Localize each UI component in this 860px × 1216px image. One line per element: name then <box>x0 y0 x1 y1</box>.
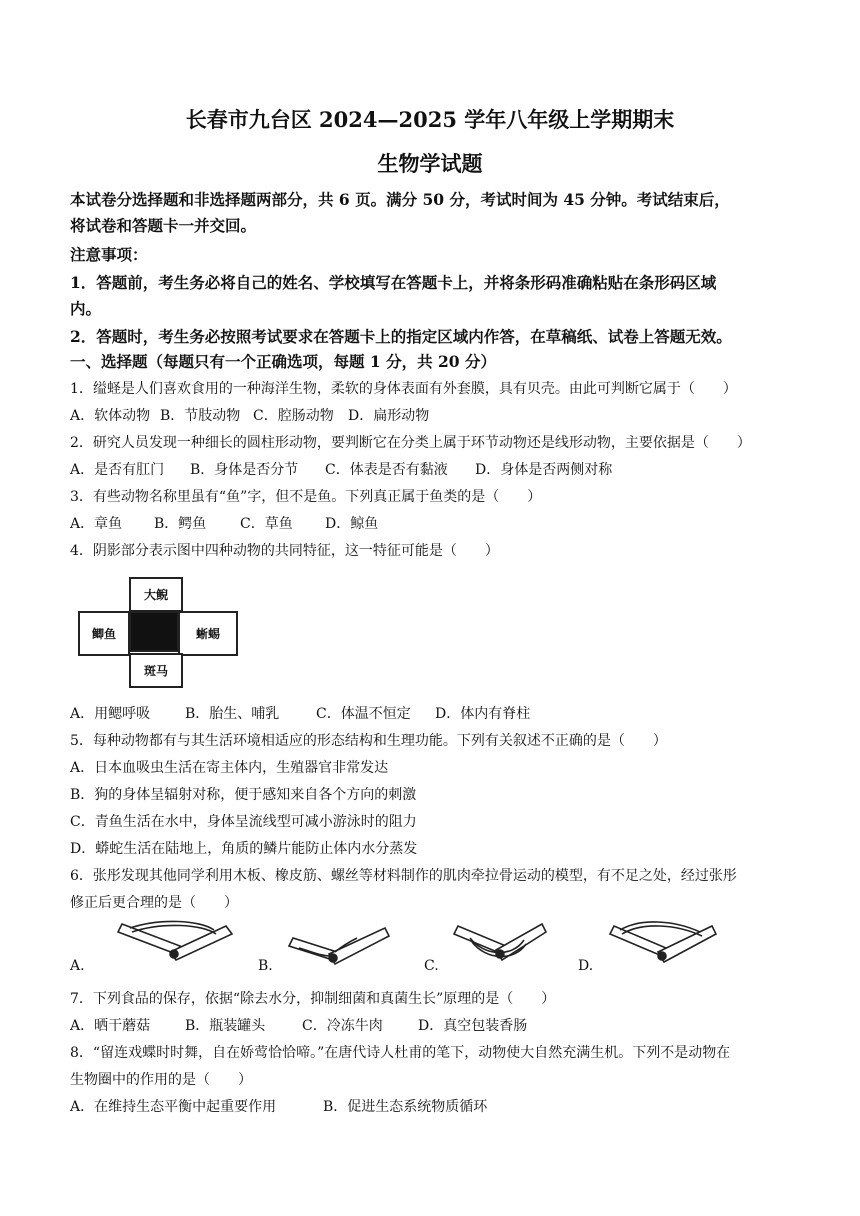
question-3-stem: 3．有些动物名称里虽有“鱼”字，但不是鱼。下列真正属于鱼类的是（ ） <box>70 489 542 505</box>
option-b: B．身体是否分节 <box>190 462 299 478</box>
option-b: B．节肢动物 <box>160 408 241 424</box>
animal-box-top: 大鲵 <box>129 577 183 612</box>
option-a: A．在维持生态平衡中起重要作用 <box>70 1099 277 1115</box>
animal-box-bottom: 斑马 <box>129 653 183 688</box>
intro-line-2: 将试卷和答题卡一并交回。 <box>70 216 257 235</box>
question-5-option-c: C．青鱼生活在水中，身体呈流线型可减小游泳时的阻力 <box>70 814 417 830</box>
option-c: C．冷冻牛肉 <box>302 1018 383 1034</box>
option-c: C．体表是否有黏液 <box>325 462 448 478</box>
option-c: C．草鱼 <box>240 516 293 532</box>
shaded-common-area <box>129 611 179 652</box>
section-heading: 一、选择题（每题只有一个正确选项，每题 1 分，共 20 分） <box>70 352 496 371</box>
option-c: C．体温不恒定 <box>316 706 411 722</box>
muscle-model-b-diagram <box>285 922 395 974</box>
muscle-model-c-diagram <box>450 918 555 976</box>
question-2-stem: 2．研究人员发现一种细长的圆柱形动物，要判断它在分类上属于环节动物还是线形动物，主要依据是（ ） <box>70 435 751 451</box>
exam-title: 长春市九台区 2024—2025 学年八年级上学期期末 <box>185 107 675 132</box>
question-8-stem-line-2: 生物圈中的作用的是（ ） <box>70 1072 252 1088</box>
option-c: C．腔肠动物 <box>253 408 334 424</box>
option-c-label: C. <box>424 958 439 974</box>
notice-title: 注意事项： <box>70 245 148 264</box>
option-a: A．章鱼 <box>70 516 123 532</box>
option-a: A．晒干蘑菇 <box>70 1018 151 1034</box>
option-d: D．身体是否两侧对称 <box>475 462 613 478</box>
option-b: B．胎生、哺乳 <box>185 706 280 722</box>
option-d: D．真空包装香肠 <box>418 1018 528 1034</box>
option-a: A．是否有肛门 <box>70 462 165 478</box>
exam-subtitle: 生物学试题 <box>377 151 483 176</box>
option-d: D．鲸鱼 <box>325 516 379 532</box>
question-4-stem: 4．阴影部分表示图中四种动物的共同特征，这一特征可能是（ ） <box>70 543 499 559</box>
question-6-stem-line-2: 修正后更合理的是（ ） <box>70 895 238 911</box>
question-8-stem-line-1: 8．“留连戏蝶时时舞，自在娇莺恰恰啼。”在唐代诗人杜甫的笔下，动物使大自然充满生机。下列不是动物在 <box>70 1045 731 1061</box>
option-d: D．扁形动物 <box>348 408 430 424</box>
animal-box-left: 鲫鱼 <box>78 611 130 656</box>
venn-cross-figure <box>78 577 238 687</box>
option-b: B．鳄鱼 <box>154 516 207 532</box>
option-a: A．软体动物 <box>70 408 151 424</box>
question-5-stem: 5．每种动物都有与其生活环境相适应的形态结构和生理功能。下列有关叙述不正确的是（ ） <box>70 733 667 749</box>
animal-box-right: 蜥蜴 <box>178 611 238 656</box>
question-7-stem: 7．下列食品的保存，依据“除去水分，抑制细菌和真菌生长”原理的是（ ） <box>70 991 556 1007</box>
notice-1-line-1: 1．答题前，考生务必将自己的姓名、学校填写在答题卡上，并将条形码准确粘贴在条形码区域 <box>70 273 717 292</box>
muscle-model-d-diagram <box>604 916 724 974</box>
option-a-label: A. <box>70 958 85 974</box>
question-5-option-d: D．蟒蛇生活在陆地上，角质的鳞片能防止体内水分蒸发 <box>70 841 418 857</box>
option-b-label: B. <box>258 958 273 974</box>
option-d-label: D. <box>578 958 594 974</box>
muscle-model-a-diagram <box>110 918 240 974</box>
question-5-option-b: B．狗的身体呈辐射对称，便于感知来自各个方向的刺激 <box>70 787 417 803</box>
notice-1-line-2: 内。 <box>70 299 102 318</box>
intro-line-1: 本试卷分选择题和非选择题两部分，共 6 页。满分 50 分，考试时间为 45 分钟。考试结束后， <box>70 190 730 209</box>
option-b: B．促进生态系统物质循环 <box>323 1099 488 1115</box>
question-1-stem: 1．缢蛏是人们喜欢食用的一种海洋生物，柔软的身体表面有外套膜，具有贝壳。由此可判断它属于（ ） <box>70 381 737 397</box>
question-6-stem-line-1: 6．张彤发现其他同学利用木板、橡皮筋、螺丝等材料制作的肌肉牵拉骨运动的模型，有不足之处，经过张彤 <box>70 868 737 884</box>
option-a: A．用鳃呼吸 <box>70 706 151 722</box>
question-5-option-a: A．日本血吸虫生活在寄主体内，生殖器官非常发达 <box>70 760 389 776</box>
option-b: B．瓶装罐头 <box>185 1018 266 1034</box>
option-d: D．体内有脊柱 <box>435 706 531 722</box>
notice-2: 2．答题时，考生务必按照考试要求在答题卡上的指定区域内作答，在草稿纸、试卷上答题无效。 <box>70 327 732 346</box>
